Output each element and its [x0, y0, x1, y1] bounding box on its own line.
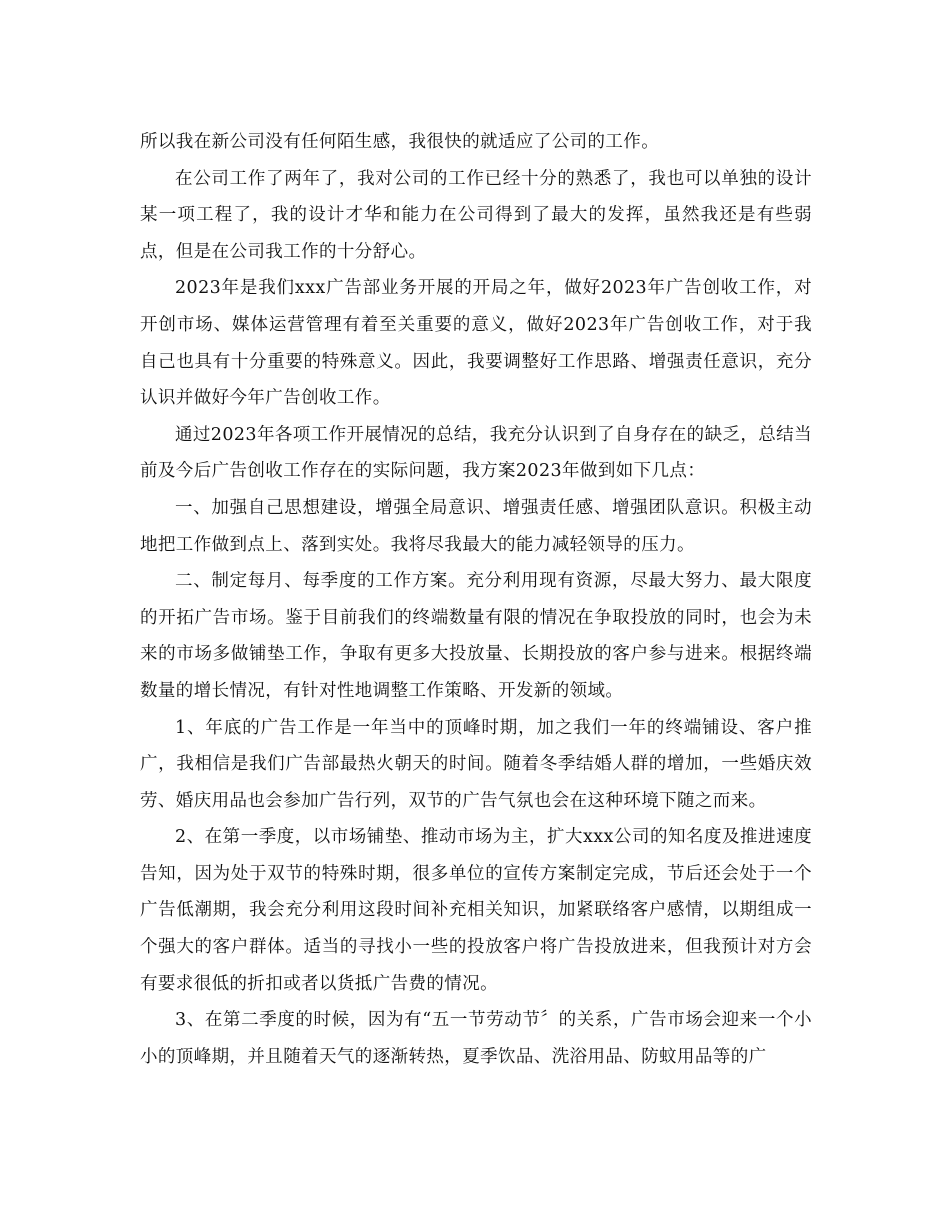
- paragraph-point-two: 二、制定每月、每季度的工作方案。充分利用现有资源，尽最大努力、最大限度的开拓广告市场。鉴于目前我们的终端数量有限的情况在争取投放的同时，也会为未来的市场多做铺垫工作，争取有更多大投放量、长期投放的客户参与进来。根据终端数量的增长情况，有针对性地调整工作策略、开发新的领域。: [140, 571, 812, 701]
- paragraph-continuation: 所以我在新公司没有任何陌生感，我很快的就适应了公司的工作。: [140, 132, 660, 152]
- paragraph-item-1: 1、年底的广告工作是一年当中的顶峰时期，加之我们一年的终端铺设、客户推广，我相信是我们广告部最热火朝天的时间。随着冬季结婚人群的增加，一些婚庆效劳、婚庆用品也会参加广告行列，双节的广告气氛也会在这种环境下随之而来。: [140, 717, 812, 811]
- document-body: [140, 124, 812, 1075]
- paragraph-2023-opening-year: 2023年是我们xxx广告部业务开展的开局之年，做好2023年广告创收工作，对开创市场、媒体运营管理有着至关重要的意义，做好2023年广告创收工作，对于我自己也具有十分重要的特殊意义。因此，我要调整好工作思路、增强责任意识，充分认识并做好今年广告创收工作。: [140, 278, 812, 409]
- paragraph-summary-plan: 通过2023年各项工作开展情况的总结，我充分认识到了自身存在的缺乏，总结当前及今后广告创收工作存在的实际问题，我方案2023年做到如下几点：: [140, 424, 812, 482]
- paragraph-work-experience: 在公司工作了两年了，我对公司的工作已经十分的熟悉了，我也可以单独的设计某一项工程了，我的设计才华和能力在公司得到了最大的发挥，虽然我还是有些弱点，但是在公司我工作的十分舒心。: [140, 168, 812, 262]
- paragraph-item-2: 2、在第一季度，以市场铺垫、推动市场为主，扩大xxx公司的知名度及推进速度告知，因为处于双节的特殊时期，很多单位的宣传方案制定完成，节后还会处于一个广告低潮期，我会充分利用这段时间补充相关知识，加紧联络客户感情，以期组成一个强大的客户群体。适当的寻找小一些的投放客户将广告投放进来，但我预计对方会有要求很低的折扣或者以货抵广告费的情况。: [140, 827, 812, 994]
- paragraph-item-3: 3、在第二季度的时候，因为有“五一节劳动节〞的关系，广告市场会迎来一个小小的顶峰期，并且随着天气的逐渐转热，夏季饮品、洗浴用品、防蚊用品等的广: [140, 1010, 812, 1067]
- paragraph-point-one: 一、加强自己思想建设，增强全局意识、增强责任感、增强团队意识。积极主动地把工作做到点上、落到实处。我将尽我最大的能力减轻领导的压力。: [140, 497, 812, 555]
